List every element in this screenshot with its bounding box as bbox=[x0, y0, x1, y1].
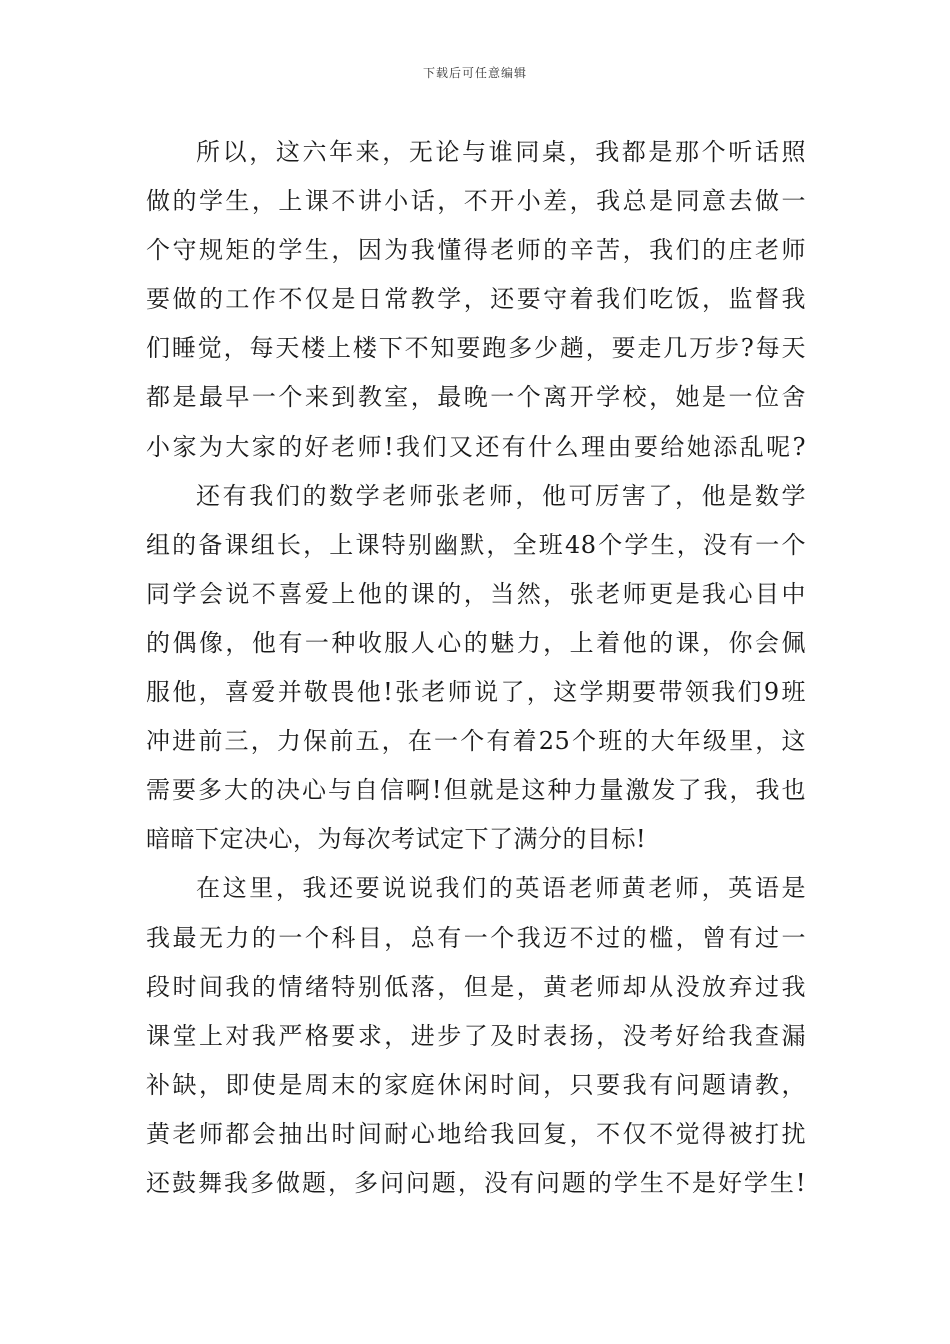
paragraph-3-line-2: 我最无力的一个科目，总有一个我迈不过的槛，曾有过一 bbox=[146, 923, 806, 952]
document-body bbox=[146, 128, 806, 1208]
paragraph-1-line-7: 小家为大家的好老师!我们又还有什么理由要给她添乱呢? bbox=[146, 432, 806, 461]
paragraph-2-line-8: 暗暗下定决心，为每次考试定下了满分的目标! bbox=[146, 825, 647, 854]
paragraph-2-line-7: 需要多大的决心与自信啊!但就是这种力量激发了我，我也 bbox=[146, 776, 806, 805]
paragraph-1-line-1: 所以，这六年来，无论与谁同桌，我都是那个听话照 bbox=[196, 138, 806, 166]
paragraph-3-line-1: 在这里，我还要说说我们的英语老师黄老师，英语是 bbox=[196, 874, 806, 903]
paragraph-2-line-6: 冲进前三，力保前五，在一个有着25个班的大年级里，这 bbox=[146, 727, 806, 756]
paragraph-2-line-4: 的偶像，他有一种收服人心的魅力，上着他的课，你会佩 bbox=[146, 628, 806, 657]
paragraph-2-line-5: 服他，喜爱并敬畏他!张老师说了，这学期要带领我们9班 bbox=[146, 678, 806, 707]
paragraph-3-line-5: 补缺，即使是周末的家庭休闲时间，只要我有问题请教， bbox=[146, 1070, 806, 1099]
paragraph-1-line-6: 都是最早一个来到教室，最晚一个离开学校，她是一位舍 bbox=[146, 383, 806, 412]
paragraph-3-line-4: 课堂上对我严格要求，进步了及时表扬，没考好给我查漏 bbox=[146, 1021, 806, 1050]
paragraph-3-line-7: 还鼓舞我多做题，多问问题，没有问题的学生不是好学生! bbox=[146, 1168, 806, 1197]
paragraph-1-line-4: 要做的工作不仅是日常教学，还要守着我们吃饭，监督我 bbox=[146, 285, 806, 314]
page-header: 下载后可任意编辑 bbox=[422, 66, 527, 80]
paragraph-2-line-3: 同学会说不喜爱上他的课的，当然，张老师更是我心目中 bbox=[146, 579, 806, 608]
paragraph-1-line-2: 做的学生，上课不讲小话，不开小差，我总是同意去做一 bbox=[146, 187, 806, 216]
paragraph-3-line-6: 黄老师都会抽出时间耐心地给我回复，不仅不觉得被打扰 bbox=[146, 1119, 806, 1148]
paragraph-1-line-3: 个守规矩的学生，因为我懂得老师的辛苦，我们的庄老师 bbox=[146, 236, 806, 265]
paragraph-2-line-1: 还有我们的数学老师张老师，他可厉害了，他是数学 bbox=[196, 481, 806, 510]
paragraph-1-line-5: 们睡觉，每天楼上楼下不知要跑多少趟，要走几万步?每天 bbox=[146, 334, 806, 363]
paragraph-3-line-3: 段时间我的情绪特别低落，但是，黄老师却从没放弃过我 bbox=[146, 972, 806, 1001]
paragraph-2-line-2: 组的备课组长，上课特别幽默，全班48个学生，没有一个 bbox=[146, 530, 806, 559]
